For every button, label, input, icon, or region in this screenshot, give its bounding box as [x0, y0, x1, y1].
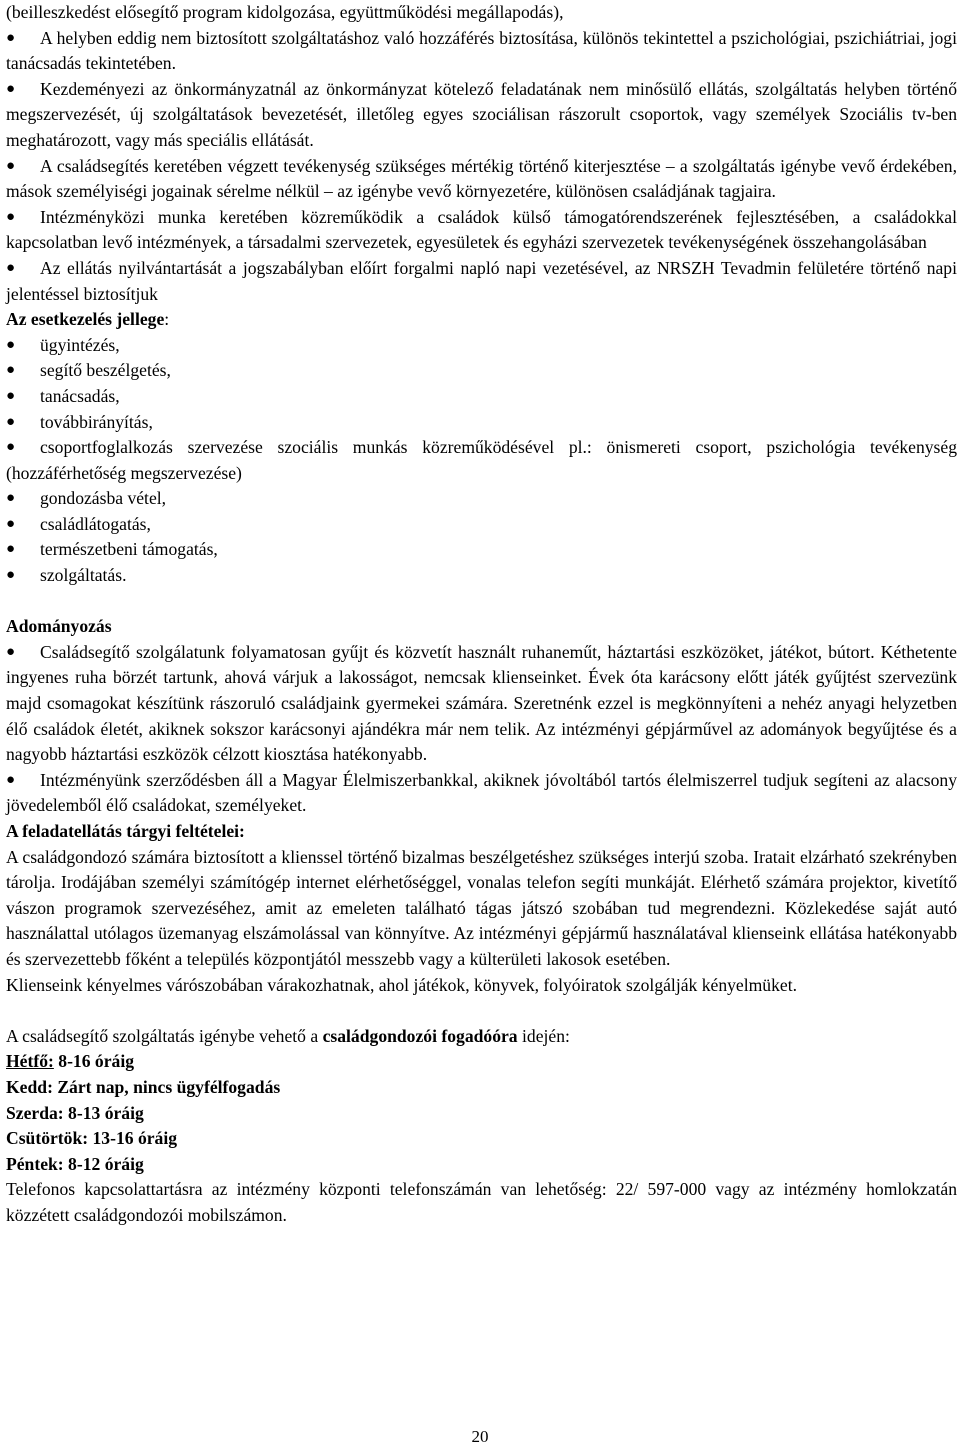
list-item: ● segítő beszélgetés,	[6, 358, 957, 384]
waiting-room-paragraph: Klienseink kényelmes várószobában várakozhatnak, ahol játékok, könyvek, folyóiratok szolgálják kényelmüket.	[6, 974, 797, 995]
list-item: ● A helyben eddig nem biztosított szolgáltatáshoz való hozzáférés biztosítása, különös tekintettel a pszichológiai, pszichiátriai, jogi tanácsadás tekintetében.	[6, 27, 957, 74]
bullet-icon: ●	[6, 208, 16, 225]
bullet-icon: ●	[6, 771, 16, 788]
bullet-icon: ●	[6, 259, 16, 276]
conditions-paragraph: A családgondozó számára biztosított a klienssel történő bizalmas beszélgetéshez szükséges interjú szoba. Iratait elzárható szekrényben tárolja. Irodájában személyi számítógép internet elérhetőséggel, vonalas telefon segíti munkáját. Elérhető számára projektor, kivetítő vászon programok szervezéséhez, amit az emeleten található tágas játszó szobában tud megrendezni. Közlekedése saját autó használattal utólagos üzemanyag elszámolással van könnyítve. Az intézményi gépjármű használatával klienseink ellátása hatékonyabb és szervezettebb főként a település központjától messzebb vagy a külterületi lakosok esetében.	[6, 846, 957, 969]
top-line: (beilleszkedést elősegítő program kidolgozása, együttműködési megállapodás),	[6, 2, 564, 22]
spacer	[6, 589, 957, 615]
list-item: ● családlátogatás,	[6, 512, 957, 538]
spacer	[6, 998, 957, 1024]
page-number: 20	[471, 1427, 489, 1446]
bullet-icon: ●	[6, 157, 16, 174]
donation-list	[6, 640, 957, 819]
bullet-icon: ●	[6, 439, 16, 456]
list-item: ● gondozásba vétel,	[6, 486, 957, 512]
case-heading: Az esetkezelés jellege:	[6, 309, 170, 330]
bullet-icon: ●	[6, 362, 16, 379]
list-item: ● Intézményünk szerződésben áll a Magyar Élelmiszerbankkal, akiknek jóvoltából tartós élelmiszerrel tudjuk segíteni az alacsony jövedelemből élő családokat, személyeket.	[6, 769, 957, 816]
phone-paragraph: Telefonos kapcsolattartásra az intézmény központi telefonszámán van lehetőség: 22/ 597-000 vagy az intézmény homlokzatán közzétett családgondozói mobilszámon.	[6, 1179, 957, 1225]
service-bullet-list	[6, 26, 957, 308]
list-item: ● Családsegítő szolgálatunk folyamatosan gyűjt és közvetít használt ruhaneműt, háztartási eszközöket, játékot, bútort. Kéthetente ingyenes ruha börzét tartunk, ahová várjuk a lakosságot, nemcsak klienseinket. Évek óta karácsony előtt játék gyűjtést szervezünk majd csomagokat készítünk rászoruló családjaink gyermekei számára. Szeretnénk ezzel is megkönnyíteni a nehéz anyagi helyzetben élő családok életét, akiknek sokszor karácsonyi ajándékra már nem telik. Az intézményi gépjárművel az adományok begyűjtése és a nagyobb háztartási eszközök célzott kiosztása hatékonyabb.	[6, 641, 957, 765]
hours-row: Hétfő: 8-16 óráig	[6, 1051, 135, 1072]
donation-heading: Adományozás	[6, 616, 112, 637]
list-item: ● továbbirányítás,	[6, 410, 957, 436]
opening-hours	[6, 1049, 957, 1177]
list-item: ● szolgáltatás.	[6, 563, 957, 589]
hours-intro: A családsegítő szolgáltatás igénybe vehető a családgondozói fogadóóra idején:	[6, 1025, 570, 1046]
conditions-heading: A feladatellátás tárgyi feltételei:	[6, 821, 245, 841]
list-item: ● tanácsadás,	[6, 384, 957, 410]
list-item: ● ügyintézés,	[6, 333, 957, 359]
bullet-icon: ●	[6, 29, 16, 46]
list-item: ● csoportfoglalkozás szervezése szociális munkás közreműködésével pl.: önismereti csoport, pszichológia tevékenység (hozzáférhetőség megszervezése)	[6, 437, 957, 483]
case-list	[6, 333, 957, 589]
bullet-icon: ●	[6, 80, 16, 97]
bullet-icon: ●	[6, 567, 16, 584]
bullet-icon: ●	[6, 643, 16, 660]
hours-row: Péntek: 8-12 óráig	[6, 1153, 144, 1174]
list-item: ● Intézményközi munka keretében közreműködik a családok külső támogatórendszerének fejlesztésében, a családokkal kapcsolatban levő intézmények, a társadalmi szervezetek, egyesületek és egyházi szervezetek tevékenységének összehangolásában	[6, 206, 957, 253]
list-item: ● természetbeni támogatás,	[6, 537, 957, 563]
hours-row: Kedd: Zárt nap, nincs ügyfélfogadás	[6, 1076, 281, 1097]
list-item: ● Kezdeményezi az önkormányzatnál az önkormányzat kötelező feladatának nem minősülő ellátás, szolgáltatás helyben történő megszervezését, új szolgáltatások bevezetését, illetőleg egyes szociálisan rászorult csoportok, vagy személyek Szociális tv-ben meghatározott, vagy más speciális ellátását.	[6, 78, 957, 150]
bullet-icon: ●	[6, 387, 16, 404]
bullet-icon: ●	[6, 541, 16, 558]
bullet-icon: ●	[6, 336, 16, 353]
document-page	[6, 0, 957, 1229]
list-item: ● Az ellátás nyilvántartását a jogszabályban előírt forgalmi napló napi vezetésével, az NRSZH Tevadmin felületére történő napi jelentéssel biztosítjuk	[6, 257, 957, 304]
bullet-icon: ●	[6, 413, 16, 430]
list-item: ● A családsegítés keretében végzett tevékenység szükséges mértékig történő kiterjesztése – a szolgáltatás igénybe vevő érdekében, mások személyiségi jogainak sérelme nélkül – az igénybe vevő környezetére, különösen családjának tagjaira.	[6, 155, 957, 202]
bullet-icon: ●	[6, 490, 16, 507]
hours-row: Csütörtök: 13-16 óráig	[6, 1128, 178, 1149]
bullet-icon: ●	[6, 515, 16, 532]
hours-row: Szerda: 8-13 óráig	[6, 1102, 144, 1123]
